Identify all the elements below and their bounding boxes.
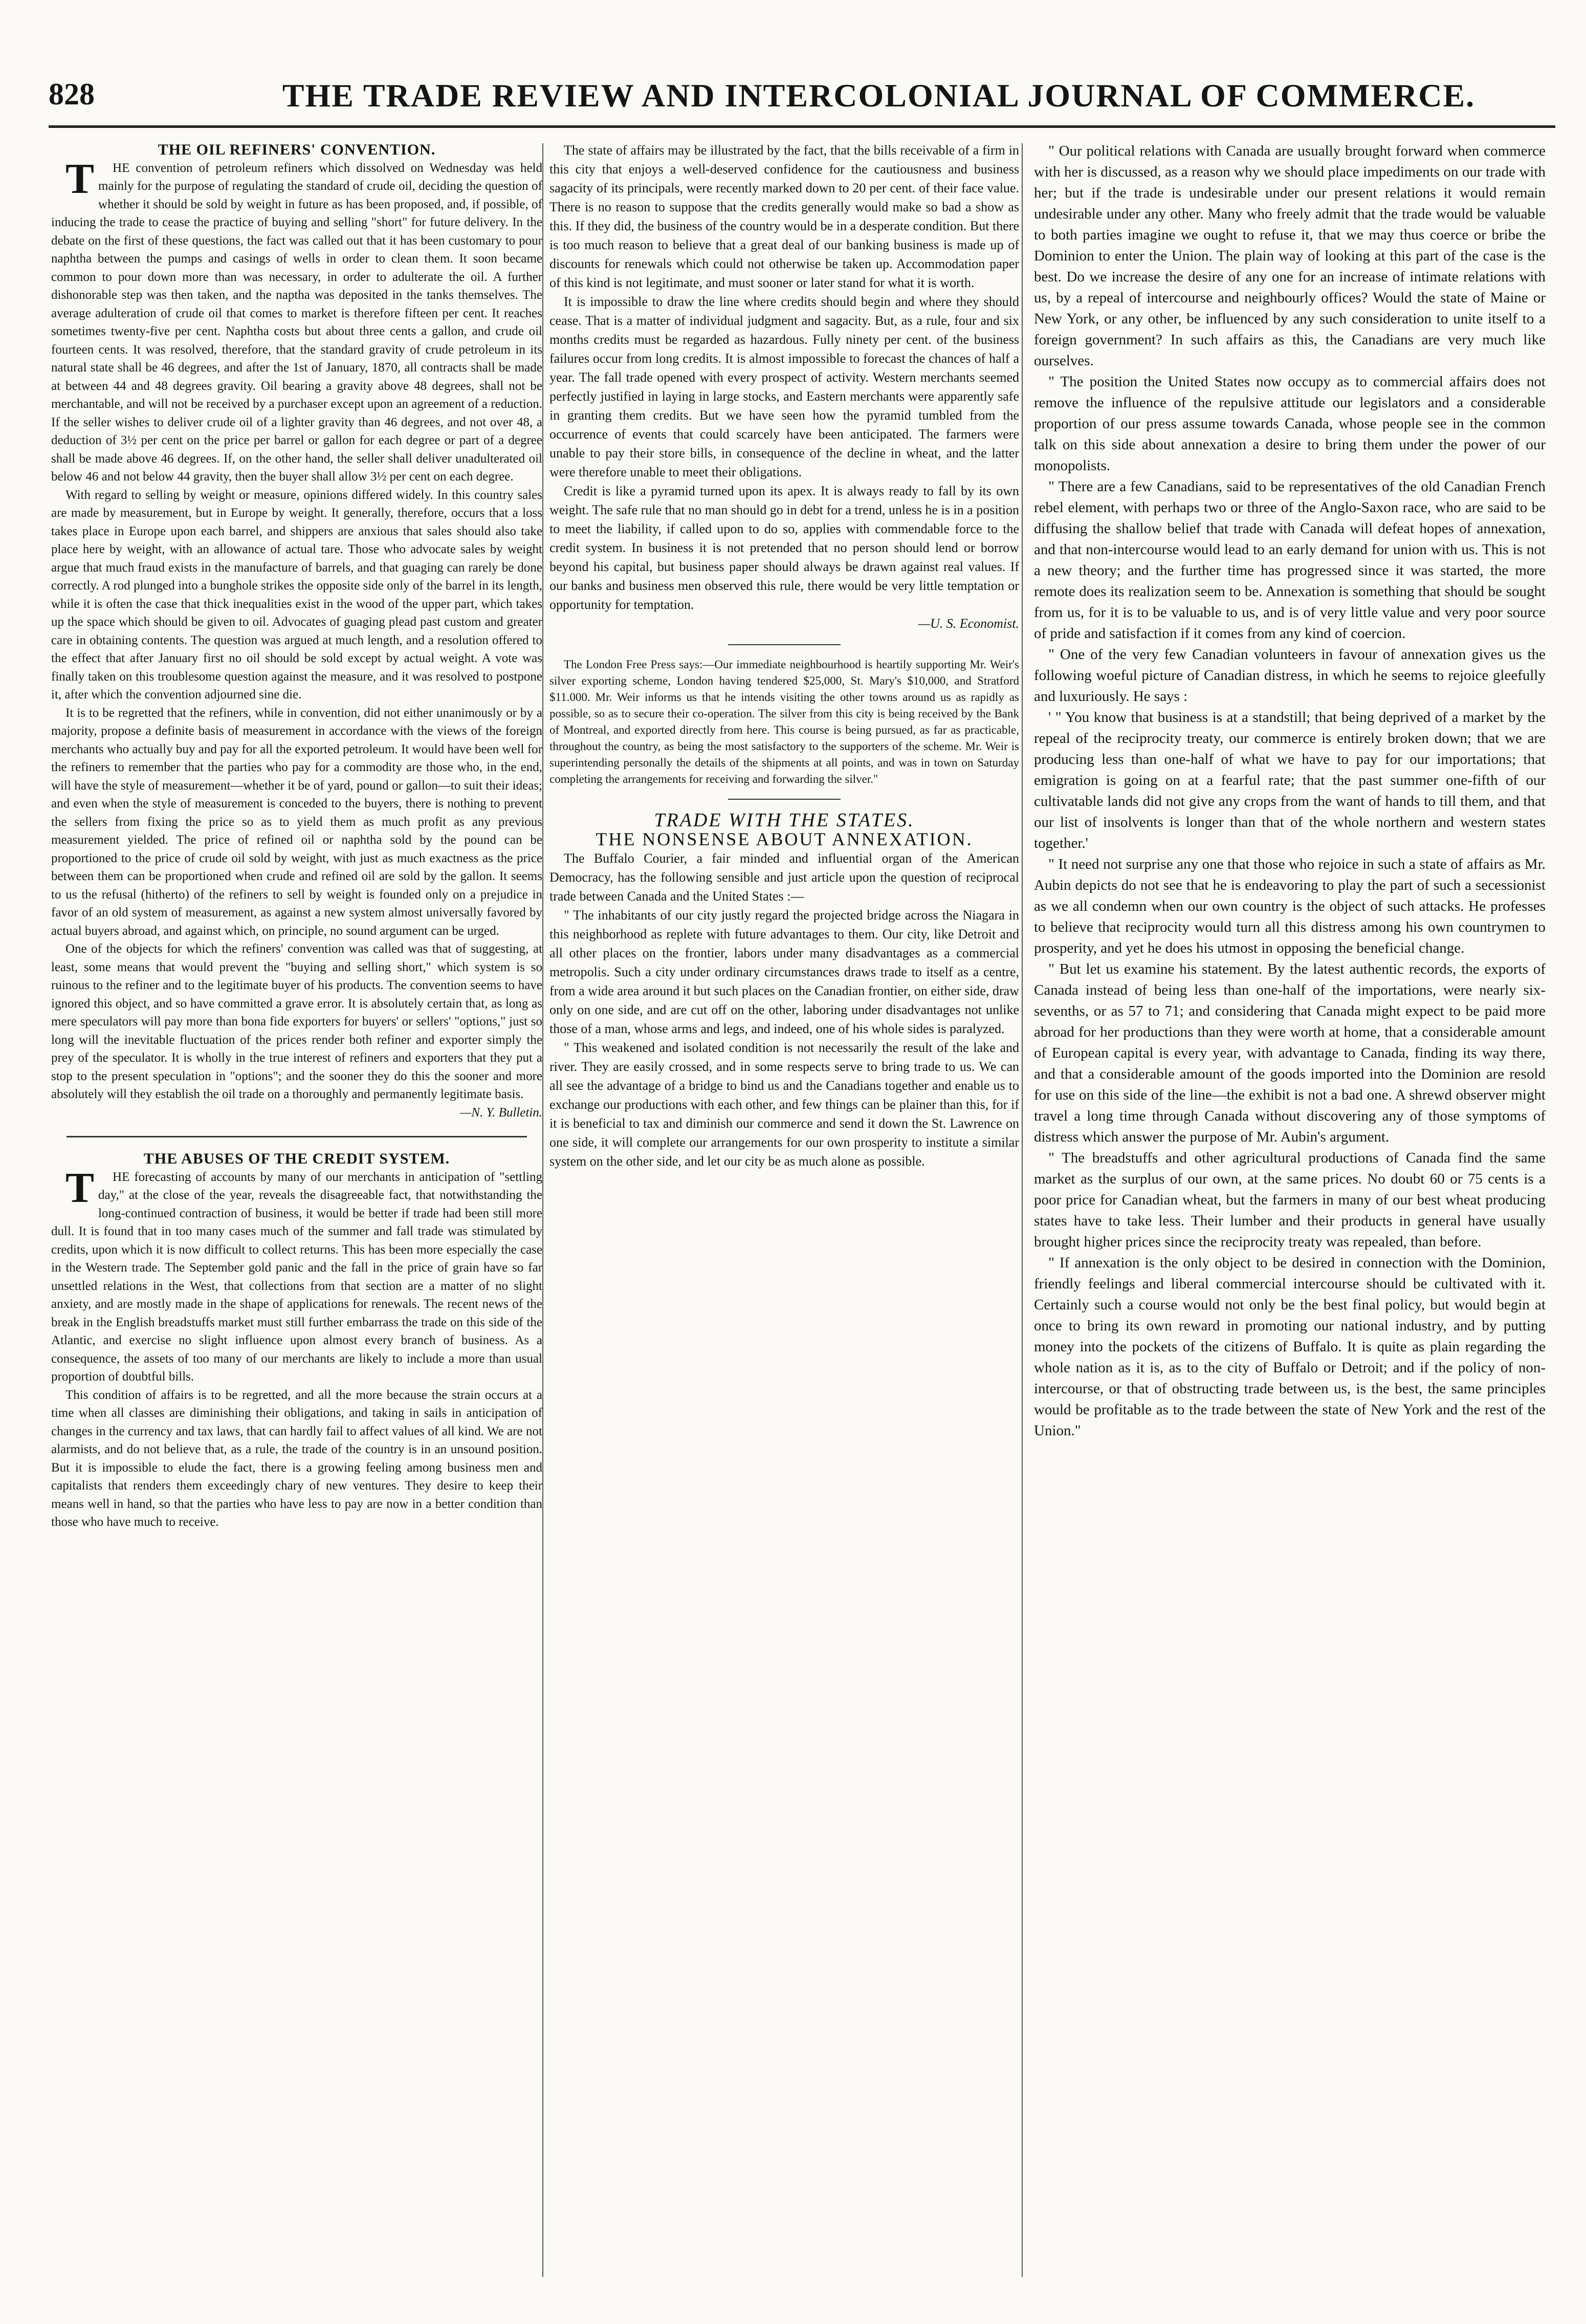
article-paragraph: ' " You know that business is at a standstill; that being deprived of a market by the repeal of the reciprocity treaty, our commerce is entirely broken down; that we are producing less than one-half of what we have to pay for our importations; that emigration is going on at a fearful rate; that the past summer one-fifth of our cultivatable lands did not give any crops from the want of hands to till them, and that our list of insolvents is longer than that of the whole northern and western states together.' bbox=[1034, 709, 1546, 851]
article-separator bbox=[67, 1136, 527, 1137]
article-paragraph: " It need not surprise any one that those who rejoice in such a state of affairs as Mr. Aubin depicts do not see that he is endeavoring to play the part of such a secessionist as we all condemn when our own country is the object of such attacks. He professes to believe that reciprocity would turn all this distress among his own countrymen to prosperity, and yet he does his utmost in opposing the beneficial change. bbox=[1034, 856, 1546, 956]
article-paragraph: " The position the United States now occupy as to commercial affairs does not remove the influence of the repulsive attitude our legislators and a considerable proportion of our press assume towards Canada, whose people see in the common talk on this side about annexation a desire to bring them under the power of our monopolists. bbox=[1034, 374, 1546, 474]
article-title: THE ABUSES OF THE CREDIT SYSTEM. bbox=[143, 1150, 450, 1167]
article-title: THE NONSENSE ABOUT ANNEXATION. bbox=[596, 829, 973, 849]
article-signature: —N. Y. Bulletin. bbox=[460, 1105, 542, 1120]
article-paragraph: One of the objects for which the refiners' convention was called was that of suggesting, at least, some means that would prevent the "buying and selling short," which system is so ruinous to the refiner and to the legitimate buyer of his products. The convention seems to have ignored this object, and so have committed a grave error. It is absolutely certain that, as long as mere speculators will pay more than bona fide exporters for buyers' or sellers' "options," just so long will the inevitable fluctuation of the prices render both refiner and exporter simply the prey of the speculator. It is wholly in the true interest of refiners and exporters that they put a stop to the present speculation in "options"; and the sooner they do this the sooner and more absolutely will they establish the oil trade on a thoroughly and permanently legitimate basis. bbox=[51, 942, 542, 1101]
article-paragraph: " The breadstuffs and other agricultural productions of Canada find the same market as the surplus of our own, at the same prices. No doubt 60 or 75 cents is a poor price for Canadian wheat, but the farmers in many of our best wheat producing states have to take less. Their lumber and their products in general have usually brought higher prices since the reciprocity treaty was repealed, than before. bbox=[1034, 1150, 1546, 1250]
article-paragraph: " This weakened and isolated condition is not necessarily the result of the lake and river. They are easily crossed, and in some respects serve to bring trade to us. We can all see the advantage of a bridge to bind us and the Canadians together and enable us to exchange our productions with each other, and few things can be plainer than this, for if it is beneficial to tax and diminish our commerce and send it down the St. Lawrence on one side, it will complete our arrangements for our own prosperity to institute a similar system on the other side, and let our city be as much alone as possible. bbox=[549, 1040, 1019, 1169]
article-paragraph: " The inhabitants of our city justly regard the projected bridge across the Niagara in this neighborhood as replete with future advantages to them. Our city, like Detroit and all other places on the frontier, labors under many disadvantages as a commercial metropolis. Such a city under ordinary circumstances draws trade to itself as a centre, from a wide area around it but such places on the Canadian frontier, on either side, draw only on one side, and are cut off on the other, laboring under disadvantages not unlike those of a man, whose arms and legs, and indeed, one of his whole sides is paralyzed. bbox=[549, 908, 1019, 1036]
header-rule bbox=[49, 125, 1555, 128]
article-paragraph: With regard to selling by weight or measure, opinions differed widely. In this country sales are made by measurement, but in Europe by weight. It generally, therefore, occurs that a loss takes place in Europe upon each barrel, and shippers are anxious that sales should also take place here by weight, with an allowance of actual tare. Those who advocate sales by weight argue that much fraud exists in the manufacture of barrels, and that guaging can rarely be done correctly. A rod plunged into a bunghole strikes the opposite side only of the barrel in its length, while it is often the case that thick inequalities exist in the wood of the upper part, which takes up the space which should be given to oil. Advocates of guaging plead past custom and greater care in obtaining contents. The question was argued at much length, and a resolution offered to the effect that after January first no oil should be sold except by actual weight. A vote was finally taken on this troublesome question against the measure, and it was resolved to postpone it, after which the convention adjourned sine die. bbox=[51, 488, 542, 701]
column-3 bbox=[1026, 141, 1546, 2279]
article-separator bbox=[728, 799, 841, 800]
news-item: The London Free Press says:—Our immediate neighbourhood is heartily supporting Mr. Weir's silver exporting scheme, London having tendered $25,000, St. Mary's $10,000, and Stratford $11.000. Mr. Weir informs us that he intends visiting the other towns around us as rapidly as possible, so as to secure their co-operation. The silver from this city is being received by the Bank of Montreal, and exported directly from here. This course is being pursued, as far as practicable, throughout the country, as being the most satisfactory to the supporters of the scheme. Mr. Weir is superintending personally the details of the shipments at all points, and was in town on Saturday completing the arrangements for receiving and forwarding the silver." bbox=[549, 658, 1019, 785]
article-paragraph: This condition of affairs is to be regretted, and all the more because the strain occurs at a time when all classes are diminishing their obligations, and taking in sails in anticipation of changes in the currency and tax laws, that can hardly fail to affect values of all kind. We are not alarmists, and do not believe that, as a rule, the trade of the country is in an unsound position. But it is impossible to elude the fact, there is a growing feeling among business men and capitalists that renders them exceedingly chary of new ventures. They desire to keep their means well in hand, so that the parties who have less to pay are now in a better condition than those who have much to receive. bbox=[51, 1388, 542, 1529]
article-paragraph: THE convention of petroleum refiners which dissolved on Wednesday was held mainly for the purpose of regulating the standard of crude oil, deciding the question of whether it should be sold by weight in future as has been proposed, and, if possible, of inducing the trade to cease the practice of buying and selling "short" for future delivery. In the debate on the first of these questions, the fact was called out that it has been customary to pour naphtha between the pumps and casings of wells in order to clean them. It soon became common to pour down more than was necessary, in order to adulterate the oil. A further dishonorable step was then taken, and the naptha was deposited in the tanks themselves. The average adulteration of crude oil that comes to market is therefore fifteen per cent. It reaches sometimes twenty-five per cent. Naphtha costs but about three cents a gallon, and crude oil fourteen cents. It was resolved, therefore, that the standard gravity of crude petroleum in its natural state shall be 46 degrees, and after the 1st of January, 1870, all contracts shall be made at between 44 and 48 degrees gravity. Oil bearing a gravity above 48 degrees, shall not be merchantable, and will not be received by a purchaser except upon an agreement of a reduction. If the seller wishes to deliver crude oil of a lighter gravity than 46 degrees, and not over 48, a deduction of 3½ per cent on the price per barrel or gallon for each degree or part of a degree shall be made above 46 degrees. If, on the other hand, the seller shall deliver unadulterated oil below 46 and not below 44 gravity, then the buyer shall allow 3½ per cent on each degree. bbox=[51, 155, 542, 484]
article-paragraph: " If annexation is the only object to be desired in connection with the Dominion, friendly feelings and liberal commercial intercourse should be cultivated with it. Certainly such a course would not only be the best final policy, but would begin at once to bring its own reward in promoting our national industry, and by putting money into the pockets of the citizens of Buffalo. It is quite as plain regarding the whole nation as it is, as to the city of Buffalo or Detroit; and if the policy of non-intercourse, or that of obstructing trade between us, is the best, the same principles would be profitable as to the trade between the state of New York and the rest of the Union." bbox=[1034, 1255, 1546, 1439]
article-title: THE OIL REFINERS' CONVENTION. bbox=[158, 141, 436, 158]
article-paragraph: " There are a few Canadians, said to be representatives of the old Canadian French rebel element, with perhaps two or three of the Anglo-Saxon race, who are said to be diffusing the shallow belief that trade with Canada will defeat hopes of annexation, and that non-intercourse would lead to an early demand for union with us. This is not a new theory; and the further time has progressed since it was started, the more remote does its realization seem to be. Annexation is something that should be sought from us, for it is to be valuable to us, and is of very little value and very poor source of pride and satisfaction if it comes from any kind of coercion. bbox=[1034, 478, 1546, 642]
article-paragraph: The Buffalo Courier, a fair minded and influential organ of the American Democracy, has the following sensible and just article upon the question of reciprocal trade between Canada and the United States :— bbox=[549, 851, 1019, 904]
running-head bbox=[49, 77, 1555, 123]
article-paragraph: " One of the very few Canadian volunteers in favour of annexation gives us the following woeful picture of Canadian distress, in which he seems to rejoice gleefully and luxuriously. He says : bbox=[1034, 646, 1546, 705]
article-paragraph: " Our political relations with Canada are usually brought forward when commerce with her is discussed, as a reason why we should place impediments on our trade with her; but if the trade is undesirable under our present relations it would remain undesirable under any other. Many who freely admit that the trade would be valuable to both parties imagine we ought to refuse it, that we may thus coerce or bribe the Dominion to enter the Union. The plain way of looking at this part of the case is the best. Do we increase the desire of any one for an increase of intimate relations with us, by a repeal of intercourse and neighbourly offices? Would the state of Maine or New York, or any other, be influenced by any such consideration to unite itself to a foreign government? In such affairs as this, the Canadians are very much like ourselves. bbox=[1034, 143, 1546, 369]
article-signature: —U. S. Economist. bbox=[918, 616, 1019, 631]
article-paragraph: Credit is like a pyramid turned upon its apex. It is always ready to fall by its own weight. The safe rule that no man should go in debt for a trend, unless he is in a position to meet the liability, if called upon to do so, applies with commendable force to the credit system. In business it is not pretended that no person should lend or borrow beyond his capital, but business paper should always be drawn against real values. If our banks and business men observed this rule, there would be very little temptation or opportunity for temptation. bbox=[549, 484, 1019, 612]
article-separator bbox=[728, 644, 841, 645]
article-paragraph: It is to be regretted that the refiners, while in convention, did not either unanimously or by a majority, propose a definite basis of measurement in accordance with the views of the foreign merchants who actually buy and pay for all the exported petroleum. It would have been well for the refiners to remember that the parties who pay for a commodity are those who, in the end, will have the style of measurement—whether it be of yard, pound or gallon—to suit their ideas; and even when the style of measurement is conceded to the buyers, there is nothing to prevent the sellers from fixing the price so as to yield them as much profit as any previous measurement yielded. The price of refined oil or naphtha sold by the pound can be proportioned to the price of crude oil sold by weight, with just as much exactness as the price between them can be proportioned when crude and refined oil are sold by the gallon. It seems to us the refusal (hitherto) of the refiners to sell by weight is founded only on a prejudice in favor of an old system of measurement, as against a new system almost universally favored by actual buyers abroad, and against which, on principle, no sound argument can be urged. bbox=[51, 706, 542, 938]
page-number: 828 bbox=[49, 77, 95, 111]
article-paragraph: THE forecasting of accounts by many of our merchants in anticipation of "settling day," at the close of the year, reveals the disagreeable fact, that notwithstanding the long-continued contraction of business, it would be better if trade had been still more dull. It is found that in too many cases much of the summer and fall trade was stimulated by credits, upon which it is now difficult to collect returns. This has been more especially the case in the Western trade. The September gold panic and the fall in the price of grain have so far unsettled relations in the West, that collections from that section are a matter of no slight anxiety, and are mostly made in the shape of applications for renewals. The recent news of the break in the English breadstuffs market must still further embarrass the trade on this side of the Atlantic, and exercise no slight influence upon almost every branch of business. As a consequence, the assets of too many of our merchants are likely to include a more than usual proportion of doubtful bills. bbox=[51, 1164, 542, 1384]
article-paragraph: It is impossible to draw the line where credits should begin and where they should cease. That is a matter of individual judgment and sagacity. But, as a rule, four and six months credits must be regarded as hazardous. Fully ninety per cent. of the business failures occur from long credits. It is almost impossible to forecast the chances of half a year. The fall trade opened with every prospect of activity. Western merchants seemed perfectly justified in laying in large stocks, and Eastern merchants were apparently safe in granting them credits. But we have seen how the pyramid tumbled from the occurrence of events that could scarcely have been anticipated. The farmers were unable to pay their store bills, in consequence of the decline in wheat, and the latter were therefore unable to meet their obligations. bbox=[549, 294, 1019, 479]
journal-title: THE TRADE REVIEW AND INTERCOLONIAL JOURNAL OF COMMERCE. bbox=[282, 77, 1475, 114]
section-heading: TRADE WITH THE STATES. bbox=[654, 809, 915, 831]
article-paragraph: " But let us examine his statement. By the latest authentic records, the exports of Canada instead of being less than one-half of the importations, were nearly six-sevenths, or as 57 to 71; and considering that Canada might expect to be paid more abroad for her productions than they were worth at home, that a considerable amount of European capital is every year, with advantage to Canada, finding its way there, and that a considerable amount of the goods imported into the Dominion are resold for use on this side of the line—the exhibit is not a bad one. A shrewd observer might travel a long time through Canada without discovering any of those symptoms of distress which answer the purpose of Mr. Aubin's argument. bbox=[1034, 961, 1546, 1145]
column-1 bbox=[51, 141, 542, 2279]
column-divider bbox=[1022, 143, 1023, 2277]
article-paragraph: The state of affairs may be illustrated by the fact, that the bills receivable of a firm in this city that enjoys a well-deserved confidence for the cautiousness and business sagacity of its principals, were recently marked down to 20 per cent. of their face value. There is no reason to suppose that the credits generally would make so bad a show as this. If they did, the business of the country would be in a desperate condition. But there is too much reason to believe that a great deal of our banking business is made up of discounts for renewals which could not otherwise be taken up. Accommodation paper of this kind is not legitimate, and must sooner or later stand for what it is worth. bbox=[549, 143, 1019, 290]
column-2 bbox=[542, 141, 1019, 2279]
